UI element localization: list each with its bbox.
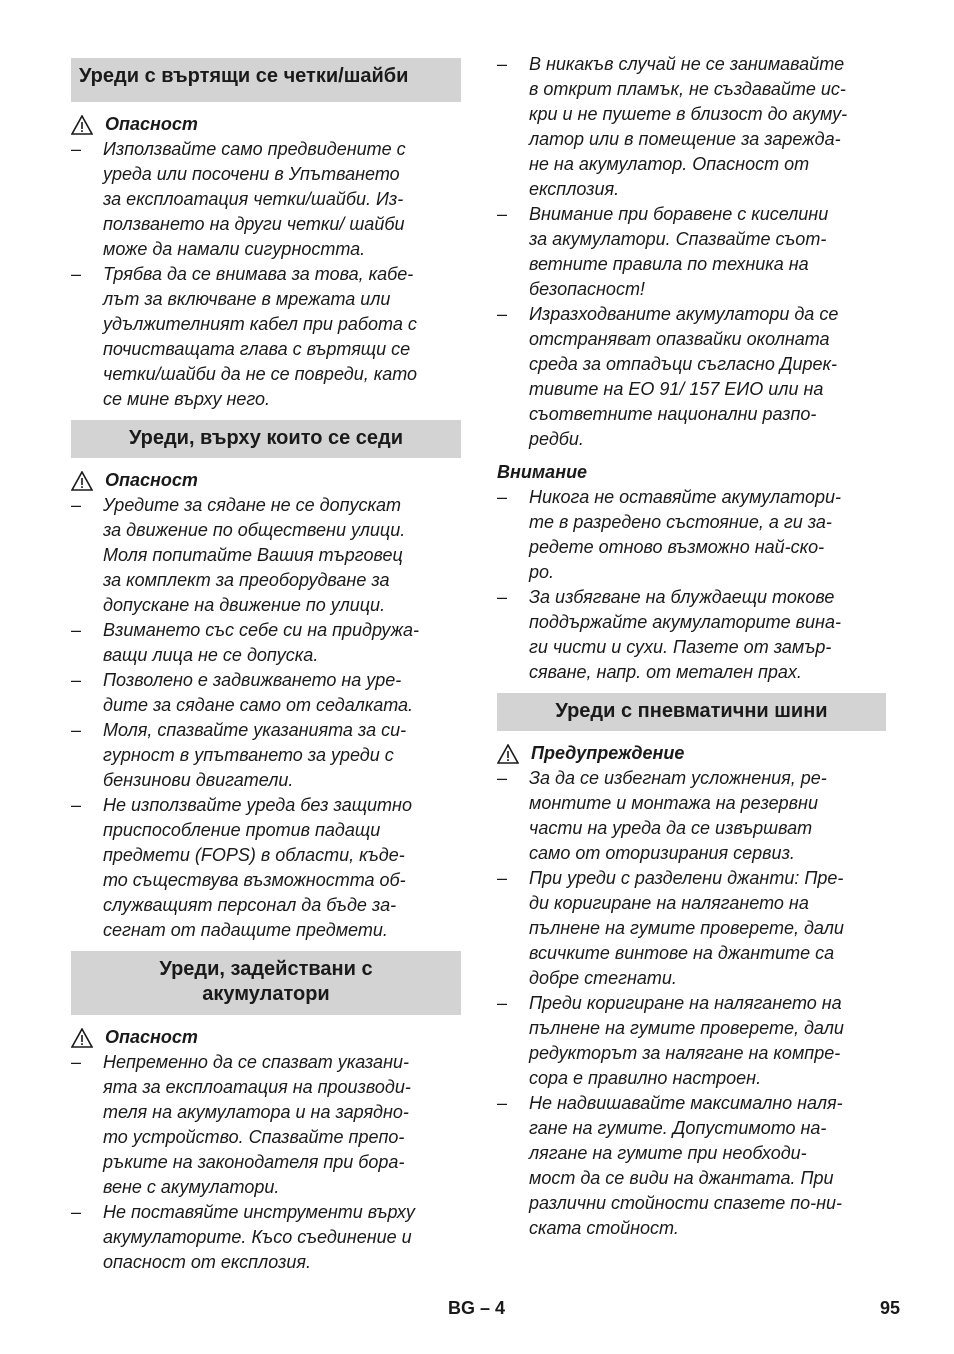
warning-triangle-icon — [497, 744, 523, 764]
section-ride-on — [71, 420, 461, 943]
list-item: – Трябва да се внимава за това, кабе- лът за включване в мрежата или удължителният кабел при работа с почистващата глава с въртящи се четки/шайби да не се повреди, като се мине върху него. — [71, 264, 418, 409]
item-list — [71, 493, 461, 943]
warning-triangle-icon — [71, 1028, 97, 1048]
list-item: – Изразходваните акумулатори да се отстраняват опазвайки околната среда за отпадъци съгласно Дирек- тивите на ЕО 91/ 157 ЕИО или на съответните национални разпо- редби. — [497, 304, 839, 449]
footer-section-code: BG – 4 — [448, 1298, 506, 1318]
item-list — [497, 485, 886, 685]
warning-triangle-icon — [71, 471, 97, 491]
label-text: Опасност — [105, 1027, 198, 1047]
warning-label — [497, 741, 886, 766]
item-list — [71, 137, 461, 412]
label-text: Опасност — [105, 470, 198, 490]
danger-label — [71, 112, 461, 137]
list-item: – Непременно да се спазват указани- ята за експлоатация на производи- теля на акумулатора и на зарядно- то устройство. Спазвайте препо- ръките на законодателя при бора- вене с акумулатори. — [71, 1052, 411, 1197]
footer-page-number: 95 — [880, 1298, 901, 1318]
list-item: – Не използвайте уреда без защитно приспособление против падащи предмети (FOPS) в области, къде- то съществува възможността об- служващият персонал да бъде за- сегнат от падащите предмети. — [71, 795, 412, 940]
section-rotating-brushes — [71, 58, 461, 412]
attention-label: Внимание — [497, 462, 588, 482]
list-item: – За да се избегнат усложнения, ре- монтите и монтажа на резервни части на уреда да се извършват само от оторизирания сервиз. — [497, 768, 827, 863]
item-list — [497, 766, 886, 1241]
danger-label — [71, 468, 461, 493]
section-heading: Уреди с въртящи се четки/шайби — [71, 58, 461, 102]
list-item: – Взимането със себе си на придружа- ващи лица не се допуска. — [71, 620, 419, 665]
list-item: – Не поставяйте инструменти върху акумулаторите. Късо съединение и опасност от експлозия. — [71, 1202, 415, 1272]
section-heading: Уреди, върху които се седи — [71, 420, 461, 458]
section-heading: Уреди с пневматични шини — [497, 693, 886, 731]
left-column — [71, 52, 461, 1283]
list-item: – Никога не оставяйте акумулатори- те в разредено състояние, а ги за- редете отново възможно най-ско- ро. — [497, 487, 841, 582]
right-column — [497, 52, 886, 1249]
list-item: – Позволено е задвижването на уре- дите за сядане само от седалката. — [71, 670, 414, 715]
list-item: – Моля, спазвайте указанията за си- гурност в упътването за уреди с бензинови двигатели. — [71, 720, 407, 790]
section-battery-powered — [71, 951, 461, 1275]
warning-triangle-icon — [71, 115, 97, 135]
item-list — [71, 1050, 461, 1275]
section-heading: Уреди, задействани с акумулатори — [71, 951, 461, 1015]
list-item: – Не надвишавайте максимално наля- гане на гумите. Допустимото на- лягане на гумите при необходи- мост да се види на джантата. При различни стойности спазете по-ни- ската стойност. — [497, 1093, 843, 1238]
label-text: Предупреждение — [531, 743, 685, 763]
continued-item-list — [497, 52, 886, 452]
section-pneumatic-tyres — [497, 693, 886, 1241]
attention-block — [497, 460, 886, 685]
list-item: – Преди коригиране на налягането на пълнене на гумите проверете, дали редукторът за налягане на компре- сора е правилно настроен. — [497, 993, 844, 1088]
label-text: Опасност — [105, 114, 198, 134]
list-item: – Използвайте само предвидените с уреда или посочени в Упътването за експлоатация четки/шайби. Из- ползването на други четки/ шайби може да намали сигурността. — [71, 139, 406, 259]
list-item: – При уреди с разделени джанти: Пре- ди коригиране на налягането на пълнене на гумите проверете, дали всичките винтове на джантите са добре стегнати. — [497, 868, 844, 988]
list-item: – В никакъв случай не се занимавайте в открит пламък, не създавайте ис- кри и не пушете в близост до акуму- латор или в помещение за зарежда- не на акумулатор. Опасност от експлозия. — [497, 54, 848, 199]
list-item: – Внимание при боравене с киселини за акумулатори. Спазвайте съот- ветните правила по техника на безопасност! — [497, 204, 829, 299]
danger-label — [71, 1025, 461, 1050]
list-item: – Уредите за сядане не се допускат за движение по обществени улици. Моля попитайте Вашия търговец за комплект за преоборудване за допускане на движение по улици. — [71, 495, 406, 615]
list-item: – За избягване на блуждаещи токове поддържайте акумулаторите вина- ги чисти и сухи. Пазете от замър- сяване, напр. от метален прах. — [497, 587, 841, 682]
